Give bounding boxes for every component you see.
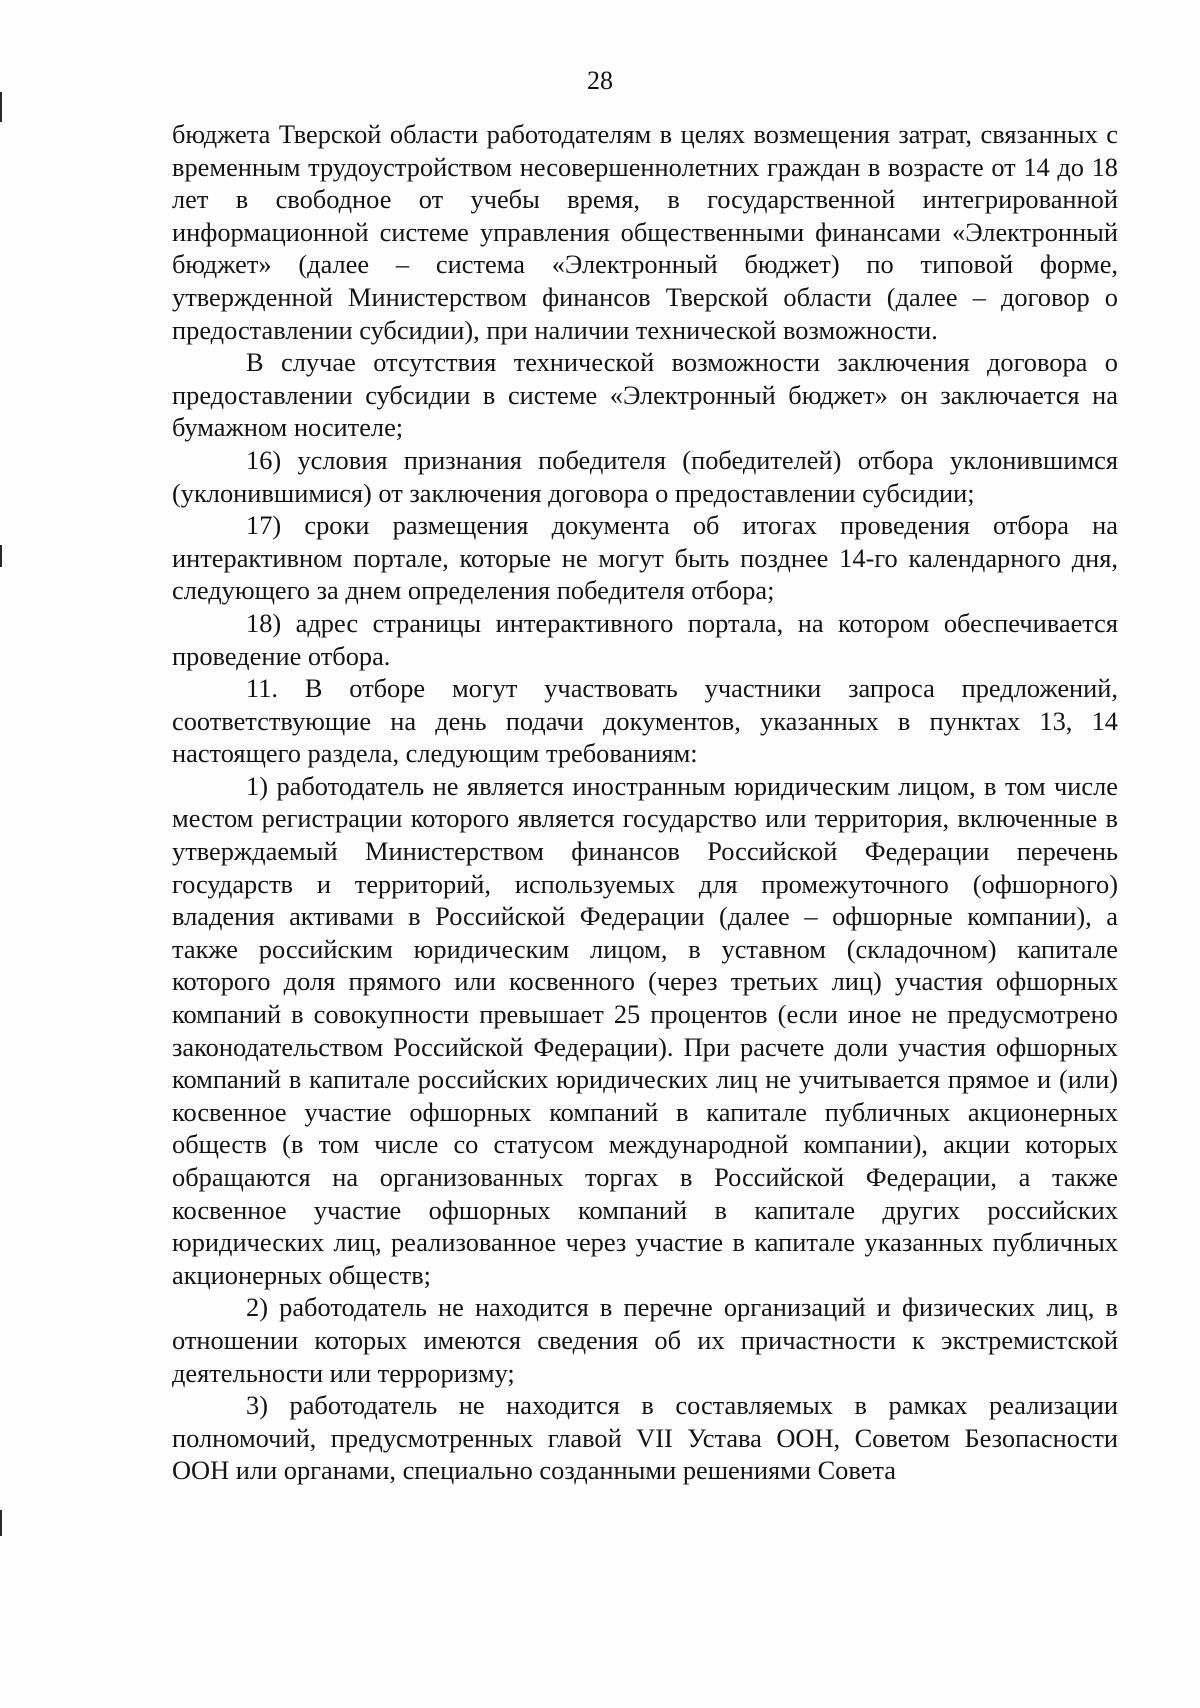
requirement-3: 3) работодатель не находится в составляемых в рамках реализации полномочий, предусмотренных главой VII Устава ООН, Советом Безопасности ООН или органами, специально созданными решениями Совета (172, 1390, 1118, 1486)
paragraph-paper-contract: В случае отсутствия технической возможности заключения договора о предоставлении субсидии в системе «Электронный бюджет» он заключается на бумажном носителе; (172, 347, 1118, 443)
paragraph-continuation: бюджета Тверской области работодателям в целях возмещения затрат, связанных с временным трудоустройством несовершеннолетних граждан в возрасте от 14 до 18 лет в свободное от учебы время, в государственной интегрированной информационной системе управления общественными финансами «Электронный бюджет» (далее – система «Электронный бюджет) по типовой форме, утвержденной Министерством финансов Тверской области (далее – договор о предоставлении субсидии), при наличии технической возможности. (172, 119, 1118, 345)
scan-edge-mark (0, 545, 2, 567)
scan-edge-mark (0, 92, 2, 122)
page-number: 28 (587, 66, 613, 95)
scan-edge-mark (0, 1510, 2, 1536)
list-item-18: 18) адрес страницы интерактивного портала, на котором обеспечивается проведение отбора. (172, 607, 1118, 671)
list-item-16: 16) условия признания победителя (победителей) отбора уклонившимся (уклонившимися) от заключения договора о предоставлении субсидии; (172, 444, 1118, 508)
document-body (172, 118, 1118, 1487)
requirement-1: 1) работодатель не является иностранным юридическим лицом, в том числе местом регистрации которого является государство или территория, включенные в утверждаемый Министерством финансов Российской Федерации перечень государств и территорий, используемых для промежуточного (офшорного) владения активами в Российской Федерации (далее – офшорные компании), а также российским юридическим лицом, в уставном (складочном) капитале которого доля прямого или косвенного (через третьих лиц) участия офшорных компаний в совокупности превышает 25 процентов (если иное не предусмотрено законодательством Российской Федерации). При расчете доли участия офшорных компаний в капитале российских юридических лиц не учитывается прямое и (или) косвенное участие офшорных компаний в капитале публичных акционерных обществ (в том числе со статусом международной компании), акции которых обращаются на организованных торгах в Российской Федерации, а также косвенное участие офшорных компаний в капитале других российских юридических лиц, реализованное через участие в капитале указанных публичных акционерных обществ; (172, 770, 1118, 1290)
clause-11: 11. В отборе могут участвовать участники запроса предложений, соответствующие на день подачи документов, указанных в пунктах 13, 14 настоящего раздела, следующим требованиям: (172, 673, 1118, 769)
list-item-17: 17) сроки размещения документа об итогах проведения отбора на интерактивном портале, которые не могут быть позднее 14-го календарного дня, следующего за днем определения победителя отбора; (172, 510, 1118, 606)
requirement-2: 2) работодатель не находится в перечне организаций и физических лиц, в отношении которых имеются сведения об их причастности к экстремистской деятельности или терроризму; (172, 1292, 1118, 1388)
